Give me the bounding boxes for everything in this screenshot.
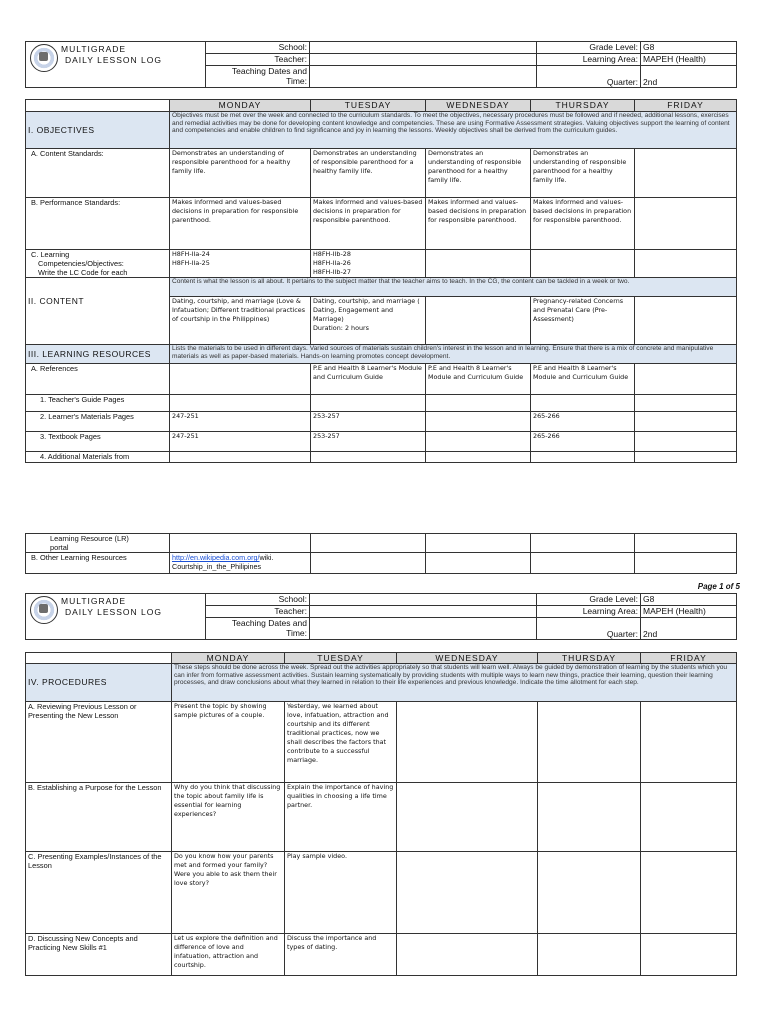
references-mon[interactable] xyxy=(170,364,311,395)
grade-label: Grade Level: xyxy=(537,594,641,606)
competencies-label xyxy=(26,250,170,278)
tb-mon[interactable]: 247-251 xyxy=(170,432,311,452)
step-a-mon[interactable]: Present the topic by showing sample pictures of a couple. xyxy=(172,702,285,783)
add-tue[interactable] xyxy=(311,452,426,463)
competencies-label-line1: C. Learning xyxy=(31,250,70,259)
dates-label-line2: Time: xyxy=(286,76,307,86)
wikipedia-link[interactable]: http://en.wikipedia.com.org/ xyxy=(172,553,260,562)
header-subtitle: DAILY LESSON LOG xyxy=(65,607,162,617)
lesson-table-1 xyxy=(25,99,737,463)
lm-fri[interactable] xyxy=(635,412,737,432)
objectives-note: Objectives must be met over the week and connected to the curriculum standards. To meet the objectives, necessary procedures must be followed and if needed, additional lessons, exercises and remedial activities may be done for developing content knowledge and competencies. These are using Formative Assessment strategies. Valuing objectives support the learning of content and competencies and enable children to find significance and joy in learning the lessons. Weekly objectives shall be derived from the curriculum guides. xyxy=(170,112,737,149)
tb-wed[interactable] xyxy=(426,432,531,452)
other-resources-label: B. Other Learning Resources xyxy=(26,553,170,574)
step-b-tue[interactable]: Explain the importance of having qualities in choosing a life time partner. xyxy=(285,783,397,852)
add-mon[interactable] xyxy=(170,452,311,463)
step-a-thu[interactable] xyxy=(538,702,641,783)
procedures-note: These steps should be done across the week. Spread out the activities appropriately so that students will learn well. Always be guided by demonstration of learning by the students which you can infer from formative assessment activities. Sustain learning systematically by providing students with multiple ways to learn new things, practice their learning, question their learning processes, and draw conclusions about what they learned in relation to their life experiences and previous knowledge. Indicate the time allotment for each step. xyxy=(172,664,737,702)
step-b-mon[interactable]: Why do you think that discussing the topic about family life is essential for learning experiences? xyxy=(172,783,285,852)
lr-mon[interactable] xyxy=(170,534,311,553)
procedures-table xyxy=(25,652,737,976)
teachers-guide-label: 1. Teacher's Guide Pages xyxy=(26,395,170,412)
content-wed[interactable] xyxy=(426,297,531,345)
dates-field[interactable] xyxy=(310,66,537,88)
references-thu[interactable]: P.E and Health 8 Learner's Module and Curriculum Guide xyxy=(531,364,635,395)
lc-code: H8FH-IIa-24 xyxy=(172,250,210,258)
day-header-fri: FRIDAY xyxy=(635,100,737,112)
add-thu[interactable] xyxy=(531,452,635,463)
step-d-wed[interactable] xyxy=(397,934,538,976)
tb-fri[interactable] xyxy=(635,432,737,452)
day-header-tue: TUESDAY xyxy=(311,100,426,112)
step-b-fri[interactable] xyxy=(641,783,737,852)
day-header-fri: FRIDAY xyxy=(641,653,737,664)
school-field[interactable] xyxy=(310,594,537,606)
day-header-tue: TUESDAY xyxy=(285,653,397,664)
step-b-thu[interactable] xyxy=(538,783,641,852)
additional-materials-label: 4. Additional Materials from xyxy=(26,452,170,463)
corner-cell xyxy=(26,100,170,112)
other-thu[interactable] xyxy=(531,553,635,574)
day-header-mon: MONDAY xyxy=(170,100,311,112)
teacher-label: Teacher: xyxy=(206,54,310,66)
lesson-table-1-continued xyxy=(25,533,737,574)
step-d-tue[interactable]: Discuss the importance and types of dating. xyxy=(285,934,397,976)
teacher-field[interactable] xyxy=(310,54,537,66)
lr-tue[interactable] xyxy=(311,534,426,553)
quarter-value[interactable]: 2nd xyxy=(641,66,737,88)
other-resources-mon xyxy=(170,553,311,574)
teacher-field[interactable] xyxy=(310,606,537,618)
tg-wed[interactable] xyxy=(426,395,531,412)
resources-note: Lists the materials to be used in different days. Varied sources of materials sustain children's interest in the lesson and in learning. Ensure that there is a mix of concrete and manipulative materials as well as paper-based materials. Hands-on learning promotes concept development. xyxy=(170,345,737,364)
competencies-mon[interactable] xyxy=(170,250,311,278)
step-c-wed[interactable] xyxy=(397,852,538,934)
content-standards-fri[interactable] xyxy=(635,149,737,198)
performance-standards-mon[interactable]: Makes informed and values-based decisions in preparation for responsible parenthood. xyxy=(170,198,311,250)
grade-label: Grade Level: xyxy=(537,42,641,54)
content-note: Content is what the lesson is all about. It pertains to the subject matter that the teacher aims to teach. In the CG, the content can be tackled in a week or two. xyxy=(170,278,737,297)
tb-thu[interactable]: 265-266 xyxy=(531,432,635,452)
header-logo-cell xyxy=(26,594,206,640)
content-tue-text: Dating, courtship, and marriage ( Dating, Engagement and Marriage) xyxy=(313,297,420,323)
school-label: School: xyxy=(206,42,310,54)
area-value[interactable]: MAPEH (Health) xyxy=(641,606,737,618)
header-table-2 xyxy=(25,593,737,640)
lm-mon[interactable]: 247-251 xyxy=(170,412,311,432)
lm-tue[interactable]: 253-257 xyxy=(311,412,426,432)
day-header-thu: THURSDAY xyxy=(538,653,641,664)
references-fri[interactable] xyxy=(635,364,737,395)
grade-value[interactable]: G8 xyxy=(641,594,737,606)
competencies-label-line3: Write the LC Code for each xyxy=(38,268,128,277)
content-fri[interactable] xyxy=(635,297,737,345)
grade-value[interactable]: G8 xyxy=(641,42,737,54)
link-suffix: wiki. xyxy=(259,553,274,562)
quarter-label: Quarter: xyxy=(537,66,641,88)
day-header-mon: MONDAY xyxy=(172,653,285,664)
day-header-thu: THURSDAY xyxy=(531,100,635,112)
step-a-fri[interactable] xyxy=(641,702,737,783)
area-label: Learning Area: xyxy=(537,54,641,66)
content-mon[interactable]: Dating, courtship, and marriage (Love & Infatuation; Different traditional practices of courtship in the Philippines) xyxy=(170,297,311,345)
content-standards-tue[interactable]: Demonstrates an understanding of responsible parenthood for a healthy family life. xyxy=(311,149,426,198)
content-standards-mon[interactable]: Demonstrates an understanding of responsible parenthood for a healthy family life. xyxy=(170,149,311,198)
dates-label-line1: Teaching Dates and xyxy=(231,66,307,76)
lm-thu[interactable]: 265-266 xyxy=(531,412,635,432)
tb-tue[interactable]: 253-257 xyxy=(311,432,426,452)
textbook-label: 3. Textbook Pages xyxy=(26,432,170,452)
lr-portal-label-line2: portal xyxy=(50,543,69,552)
other-resources-line2: Courtship_in_the_Philipines xyxy=(172,562,262,571)
references-label: A. References xyxy=(26,364,170,395)
tg-fri[interactable] xyxy=(635,395,737,412)
step-b-wed[interactable] xyxy=(397,783,538,852)
content-standards-thu[interactable]: Demonstrates an understanding of responsible parenthood for a healthy family life. xyxy=(531,149,635,198)
dates-field[interactable] xyxy=(310,618,537,640)
lr-fri[interactable] xyxy=(635,534,737,553)
performance-standards-label: B. Performance Standards: xyxy=(26,198,170,250)
competencies-thu[interactable] xyxy=(531,250,635,278)
area-value[interactable]: MAPEH (Health) xyxy=(641,54,737,66)
references-wed[interactable]: P.E and Health 8 Learner's Module and Curriculum Guide xyxy=(426,364,531,395)
lc-code: H8FH-IIb-28 xyxy=(313,250,351,258)
header-title: MULTIGRADE xyxy=(61,596,127,606)
competencies-fri[interactable] xyxy=(635,250,737,278)
other-tue[interactable] xyxy=(311,553,426,574)
lr-portal-label xyxy=(26,534,170,553)
school-label: School: xyxy=(206,594,310,606)
step-c-fri[interactable] xyxy=(641,852,737,934)
content-heading: II. CONTENT xyxy=(26,278,170,345)
step-a-tue[interactable]: Yesterday, we learned about love, infatuation, attraction and courtship and its different traditional practices, now we shall describes the factors that contribute to a successful marriage. xyxy=(285,702,397,783)
add-fri[interactable] xyxy=(635,452,737,463)
lc-code: H8FH-IIa-25 xyxy=(172,259,210,267)
competencies-wed[interactable] xyxy=(426,250,531,278)
dates-label-line2: Time: xyxy=(286,628,307,638)
dates-label xyxy=(206,618,310,640)
dates-label-line1: Teaching Dates and xyxy=(231,618,307,628)
references-tue[interactable]: P.E and Health 8 Learner's Module and Curriculum Guide xyxy=(311,364,426,395)
step-d-thu[interactable] xyxy=(538,934,641,976)
lm-wed[interactable] xyxy=(426,412,531,432)
deped-seal-icon xyxy=(30,596,58,624)
step-d-label: D. Discussing New Concepts and Practicing New Skills #1 xyxy=(26,934,172,976)
learners-materials-label: 2. Learner's Materials Pages xyxy=(26,412,170,432)
procedures-heading: IV. PROCEDURES xyxy=(26,664,172,702)
lr-portal-label-line1: Learning Resource (LR) xyxy=(50,534,129,543)
competencies-tue[interactable] xyxy=(311,250,426,278)
tg-tue[interactable] xyxy=(311,395,426,412)
content-tue[interactable] xyxy=(311,297,426,345)
content-standards-label: A. Content Standards: xyxy=(26,149,170,198)
lc-code: H8FH-IIa-26 xyxy=(313,259,351,267)
add-wed[interactable] xyxy=(426,452,531,463)
content-thu[interactable]: Pregnancy-related Concerns and Prenatal Care (Pre-Assessment) xyxy=(531,297,635,345)
step-b-label: B. Establishing a Purpose for the Lesson xyxy=(26,783,172,852)
corner-cell xyxy=(26,653,172,664)
performance-standards-fri[interactable] xyxy=(635,198,737,250)
deped-seal-icon xyxy=(30,44,58,72)
step-a-wed[interactable] xyxy=(397,702,538,783)
content-standards-wed[interactable]: Demonstrates an understanding of responsible parenthood for a healthy family life. xyxy=(426,149,531,198)
lr-wed[interactable] xyxy=(426,534,531,553)
step-c-label: C. Presenting Examples/Instances of the Lesson xyxy=(26,852,172,934)
performance-standards-thu[interactable]: Makes informed and values-based decisions in preparation for responsible parenthood. xyxy=(531,198,635,250)
lr-thu[interactable] xyxy=(531,534,635,553)
tg-mon[interactable] xyxy=(170,395,311,412)
performance-standards-wed[interactable]: Makes informed and values-based decisions in preparation for responsible parenthood. xyxy=(426,198,531,250)
step-d-fri[interactable] xyxy=(641,934,737,976)
step-c-mon[interactable]: Do you know how your parents met and formed your family? Were you able to ask them their love story? xyxy=(172,852,285,934)
objectives-heading: I. OBJECTIVES xyxy=(26,112,170,149)
header-title: MULTIGRADE xyxy=(61,44,127,54)
other-wed[interactable] xyxy=(426,553,531,574)
step-a-label: A. Reviewing Previous Lesson or Presenting the New Lesson xyxy=(26,702,172,783)
quarter-value[interactable]: 2nd xyxy=(641,618,737,640)
school-field[interactable] xyxy=(310,42,537,54)
performance-standards-tue[interactable]: Makes informed and values-based decisions in preparation for responsible parenthood. xyxy=(311,198,426,250)
header-logo-cell xyxy=(26,42,206,88)
tg-thu[interactable] xyxy=(531,395,635,412)
quarter-label: Quarter: xyxy=(537,618,641,640)
step-d-mon[interactable]: Let us explore the definition and difference of love and infatuation, attraction and courtship. xyxy=(172,934,285,976)
day-header-wed: WEDNESDAY xyxy=(397,653,538,664)
teacher-label: Teacher: xyxy=(206,606,310,618)
area-label: Learning Area: xyxy=(537,606,641,618)
page-number: Page 1 of 5 xyxy=(697,582,740,591)
day-header-wed: WEDNESDAY xyxy=(426,100,531,112)
step-c-thu[interactable] xyxy=(538,852,641,934)
header-subtitle: DAILY LESSON LOG xyxy=(65,55,162,65)
resources-heading: III. LEARNING RESOURCES xyxy=(26,345,170,364)
competencies-label-line2: Competencies/Objectives: xyxy=(38,259,124,268)
dates-label xyxy=(206,66,310,88)
lc-code: H8FH-IIb-27 xyxy=(313,268,351,276)
content-tue-duration: Duration: 2 hours xyxy=(313,324,370,332)
header-table-1 xyxy=(25,41,737,88)
other-fri[interactable] xyxy=(635,553,737,574)
step-c-tue[interactable]: Play sample video. xyxy=(285,852,397,934)
